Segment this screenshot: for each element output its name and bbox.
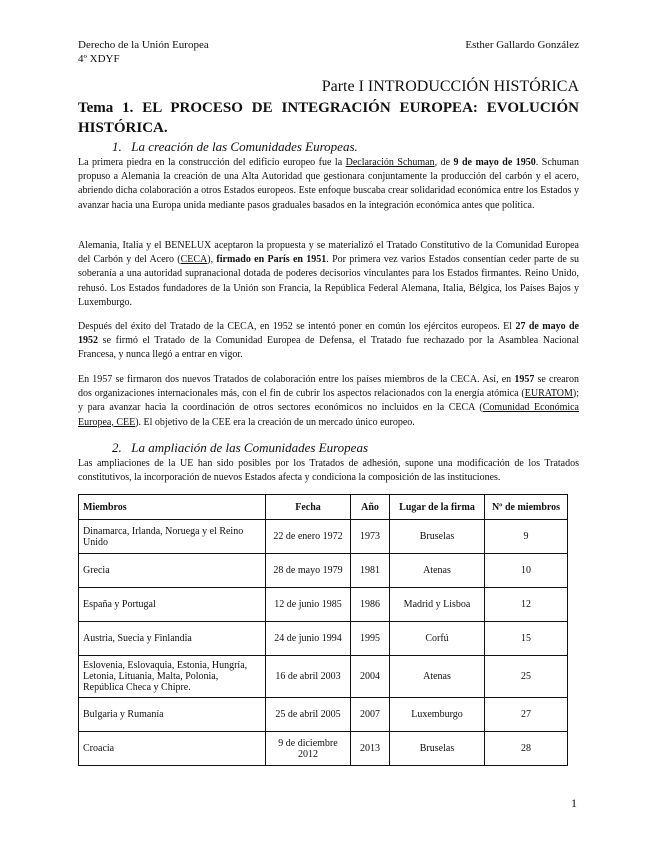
paragraph-4	[78, 373, 579, 430]
table-row	[79, 588, 568, 622]
header-num-miembros: Nº de miembros	[485, 495, 568, 520]
header-lugar: Lugar de la firma	[390, 495, 485, 520]
text-run: se firmó el Tratado de la Comunidad Europea de Defensa, el Tratado fue rechazado por la Asamblea Nacional Francesa, y nunca llegó a entrar en vigor.	[78, 335, 579, 361]
cell-miembros: Eslovenia, Eslovaquia, Estonia, Hungría, Letonia, Lituania, Malta, Polonia, República Checa y Chipre.	[79, 656, 266, 698]
text-run: En 1957 se firmaron dos nuevos Tratados de colaboración entre los países miembros de la CECA. Así, en	[78, 374, 515, 385]
cell-lugar: Atenas	[390, 656, 485, 698]
header-course: Derecho de la Unión Europea	[78, 39, 209, 51]
section-number: 1.	[112, 139, 122, 154]
cell-fecha: 12 de junio 1985	[266, 588, 351, 622]
text-run: se crearon dos organizaciones internacionales más, con el fin de cubrir los aspectos relacionados con la energía atómica (	[78, 374, 579, 400]
text-run: , de	[434, 157, 454, 168]
table-row	[79, 732, 568, 766]
cell-num: 9	[485, 520, 568, 554]
bold-signed: firmado en París en 1951	[216, 254, 327, 266]
table-row	[79, 520, 568, 554]
cell-fecha: 28 de mayo 1979	[266, 554, 351, 588]
paragraph-3	[78, 320, 579, 363]
header-author: Esther Gallardo González	[465, 39, 579, 51]
table-row	[79, 554, 568, 588]
part-title: Parte I INTRODUCCIÓN HISTÓRICA	[321, 78, 579, 95]
header-ano: Año	[351, 495, 390, 520]
section-title-1	[112, 139, 358, 155]
cell-num: 15	[485, 622, 568, 656]
paragraph-1	[78, 156, 579, 213]
cell-num: 10	[485, 554, 568, 588]
bold-year: 1957	[514, 374, 535, 385]
paragraph-2	[78, 239, 579, 310]
cell-miembros: Grecia	[79, 554, 266, 588]
text-run: Alemania, Italia y el BENELUX aceptaron la propuesta y se materializó el Tratado Constitutivo de la Comunidad Europea del Carbón y del Acero (	[78, 240, 579, 266]
cell-miembros: Austria, Suecia y Finlandia	[79, 622, 266, 656]
paragraph-5: Las ampliaciones de la UE han sido posibles por los Tratados de adhesión, supone una modificación de los Tratados constitutivos, la incorporación de nuevos Estados afecta y condiciona la composición de las instituciones.	[78, 458, 579, 484]
cell-lugar: Bruselas	[390, 520, 485, 554]
cell-lugar: Madrid y Lisboa	[390, 588, 485, 622]
text-run: ). El objetivo de la CEE era la creación de un mercado único europeo.	[135, 416, 415, 428]
table-row	[79, 698, 568, 732]
cell-fecha: 24 de junio 1994	[266, 622, 351, 656]
section-heading: La creación de las Comunidades Europeas.	[131, 139, 358, 154]
cell-ano: 2007	[351, 698, 390, 732]
page-number: 1	[571, 796, 577, 810]
text-run: Después del éxito del Tratado de la CECA, en 1952 se intentó poner en común los ejércitos europeos. El	[78, 321, 516, 332]
cell-miembros: Dinamarca, Irlanda, Noruega y el Reino Unido	[79, 520, 266, 554]
text-run: . Por primera vez varios Estados consentían ceder parte de su soberanía a una autoridad supranacional dotada de poderes decisorios vinculantes para los Estados firmantes. Reino Unido, rehusó. Los Estados fundadores de la Unión son Francia, la República Federal Alemana, Italia, Bélgica, los Países Bajos y Luxemburgo.	[78, 254, 579, 308]
ampliaciones-table	[78, 494, 568, 766]
section-title-2	[112, 440, 368, 456]
link-declaracion-schuman[interactable]: Declaración Schuman	[345, 157, 435, 168]
cell-fecha: 9 de diciembre 2012	[266, 732, 351, 766]
cell-lugar: Bruselas	[390, 732, 485, 766]
header-miembros: Miembros	[79, 495, 266, 520]
cell-miembros: Croacia	[79, 732, 266, 766]
link-ceca[interactable]: CECA	[180, 254, 208, 266]
cell-lugar: Corfú	[390, 622, 485, 656]
section-number: 2.	[112, 440, 122, 455]
cell-num: 12	[485, 588, 568, 622]
cell-fecha: 25 de abril 2005	[266, 698, 351, 732]
section-heading: La ampliación de las Comunidades Europeas	[131, 440, 369, 455]
link-cee[interactable]: Comunidad Económica Europea, CEE	[78, 402, 579, 428]
tema-title: Tema 1. EL PROCESO DE INTEGRACIÓN EUROPEA: EVOLUCIÓN HISTÓRICA.	[78, 100, 579, 136]
cell-num: 25	[485, 656, 568, 698]
bold-date: 9 de mayo de 1950	[453, 157, 536, 168]
table-row	[79, 622, 568, 656]
cell-ano: 2013	[351, 732, 390, 766]
cell-lugar: Luxemburgo	[390, 698, 485, 732]
cell-ano: 1986	[351, 588, 390, 622]
table-header-row	[79, 495, 568, 520]
cell-ano: 2004	[351, 656, 390, 698]
text-run: ),	[207, 254, 217, 266]
cell-fecha: 16 de abril 2003	[266, 656, 351, 698]
bold-date: 27 de mayo de 1952	[78, 321, 579, 347]
header-left	[78, 38, 209, 66]
cell-ano: 1973	[351, 520, 390, 554]
text-run: ); y para avanzar hacia la coordinación de otros sectores económicos no incluidos en la CECA (	[78, 388, 579, 414]
table-row	[79, 656, 568, 698]
cell-ano: 1981	[351, 554, 390, 588]
cell-miembros: España y Portugal	[79, 588, 266, 622]
header-fecha: Fecha	[266, 495, 351, 520]
cell-lugar: Atenas	[390, 554, 485, 588]
cell-miembros: Bulgaria y Rumanía	[79, 698, 266, 732]
cell-fecha: 22 de enero 1972	[266, 520, 351, 554]
cell-num: 28	[485, 732, 568, 766]
cell-num: 27	[485, 698, 568, 732]
cell-ano: 1995	[351, 622, 390, 656]
text-run: . Schuman propuso a Alemania la creación de una Alta Autoridad que gestionara conjuntamente la producción del carbón y el acero, abriendo dicha colaboración a otros Estados europeos. Este enfoque buscaba crear solidaridad económica entre los Estados y avanzar hacia una Europa unida mediante pasos graduales basados en la integración económica antes que política.	[78, 157, 579, 211]
header-group: 4º XDYF	[78, 53, 120, 65]
link-euratom[interactable]: EURATOM	[524, 388, 573, 400]
text-run: La primera piedra en la construcción del edificio europeo fue la	[78, 157, 346, 168]
